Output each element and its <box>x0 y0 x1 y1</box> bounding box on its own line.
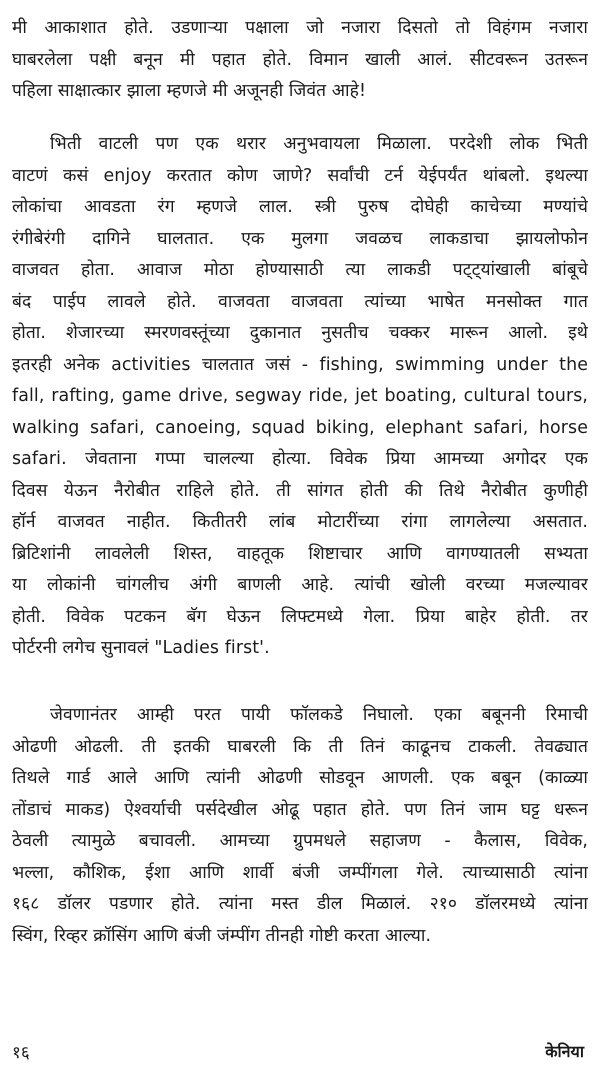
text-line: १६८ डॉलर पडणार होते. त्यांना मस्त डील मिळालं. २१० डॉलरमध्ये त्यांना <box>12 894 588 914</box>
text-line: बंद पाईप लावले होते. वाजवता वाजवता त्यांच्या भाषेत मनसोक्त गात <box>12 291 588 312</box>
paragraph-2 <box>12 129 588 665</box>
text-line: भिती वाटली पण एक थरार अनुभवायला मिळाला. परदेशी लोक भिती <box>50 134 588 154</box>
running-chapter-title: केनिया <box>545 1042 584 1061</box>
text-line: या लोकांनी चांगलीच अंगी बाणली आहे. त्यांची खोली वरच्या मजल्यावर <box>12 575 588 595</box>
text-line: ब्रिटिशांनी लावलेली शिस्त, वाहतूक शिष्टाचार आणि वागण्यातली सभ्यता <box>12 543 588 564</box>
text-line: स्विंग, रिव्हर क्रॉसिंग आणि बंजी जंम्पींग तीनही गोष्टी करता आल्या. <box>12 925 432 946</box>
text-line: मी आकाशात होते. उडणाऱ्या पक्षाला जो नजारा दिसतो तो विहंगम नजारा <box>12 18 588 38</box>
text-line: होता. शेजारच्या स्मरणवस्तूंच्या दुकानात नुसतीच चक्कर मारून आलो. इथे <box>12 323 588 343</box>
text-line: होती. विवेक पटकन बॅग घेऊन लिफ्टमध्ये गेला. प्रिया बाहेर होती. तर <box>12 606 588 627</box>
text-line: घाबरलेला पक्षी बनून मी पहात होते. विमान खाली आलं. सीटवरून उतरून <box>12 49 588 70</box>
text-line: वाजवत होता. आवाज मोठा होण्यासाठी त्या लाकडी पट्ट्यांखाली बांबूचे <box>12 260 588 280</box>
text-line: इतरही अनेक activities चालतात जसं - fishing, swimming under the <box>12 354 588 375</box>
text-line: वाटणं कसं enjoy करतात कोण जाणे? सर्वांची टर्न येईपर्यंत थांबलो. इथल्या <box>12 165 588 186</box>
text-line: रंगीबेरंगी दागिने घालतात. एक मुलगा जवळच लाकडाचा झायलोफोन <box>12 228 588 249</box>
text-line: हॉर्न वाजवत नाहीत. कितीतरी लांब मोटारींच्या रांगा लागलेल्या असतात. <box>12 512 588 532</box>
text-line: लोकांचा आवडता रंग म्हणजे लाल. स्त्री पुरुष दोघेही काचेच्या मण्यांचे <box>12 197 588 217</box>
text-line: ठेवली त्यामुळे बचावली. आमच्या ग्रुपमधले सहाजण - कैलास, विवेक, <box>12 831 588 851</box>
text-line: तोंडाचं माकड) ऐश्वर्याची पर्सदेखील ओढू पहात होते. पण तिनं जाम घट्ट धरून <box>12 799 588 820</box>
text-line: fall, rafting, game drive, segway ride, jet boating, cultural tours, <box>12 386 588 406</box>
page-number: १६ <box>12 1043 30 1063</box>
text-line: भल्ला, कौशिक, ईशा आणि शार्वी बंजी जम्पींगला गेले. त्याच्यासाठी त्यांना <box>12 862 588 883</box>
text-line: जेवणानंतर आम्ही परत पायी फॉलकडे निघालो. एका बबूननी रिमाची <box>50 705 588 725</box>
text-line: safari. जेवताना गप्पा चालल्या होत्या. विवेक प्रिया आमच्या अगोदर एक <box>12 449 588 469</box>
paragraph-3 <box>12 700 588 952</box>
text-line: दिवस येऊन नैरोबीत राहिले होते. ती सांगत होती की तिथे नैरोबीत कुणीही <box>12 480 588 501</box>
text-line: walking safari, canoeing, squad biking, elephant safari, horse <box>12 417 588 438</box>
text-line: पहिला साक्षात्कार झाला म्हणजे मी अजूनही जिवंत आहे! <box>12 81 367 101</box>
text-line: तिथले गार्ड आले आणि त्यांनी ओढणी सोडवून आणली. एक बबून (काळ्या <box>12 768 588 788</box>
paragraph-1 <box>12 13 588 108</box>
text-line: ओढणी ओढली. ती इतकी घाबरली कि ती तिनं काढूनच टाकली. तेवढ्यात <box>12 736 588 757</box>
text-line: पोर्टरनी लगेच सुनावलं "Ladies first'. <box>12 638 270 658</box>
page-footer <box>12 1040 588 1070</box>
